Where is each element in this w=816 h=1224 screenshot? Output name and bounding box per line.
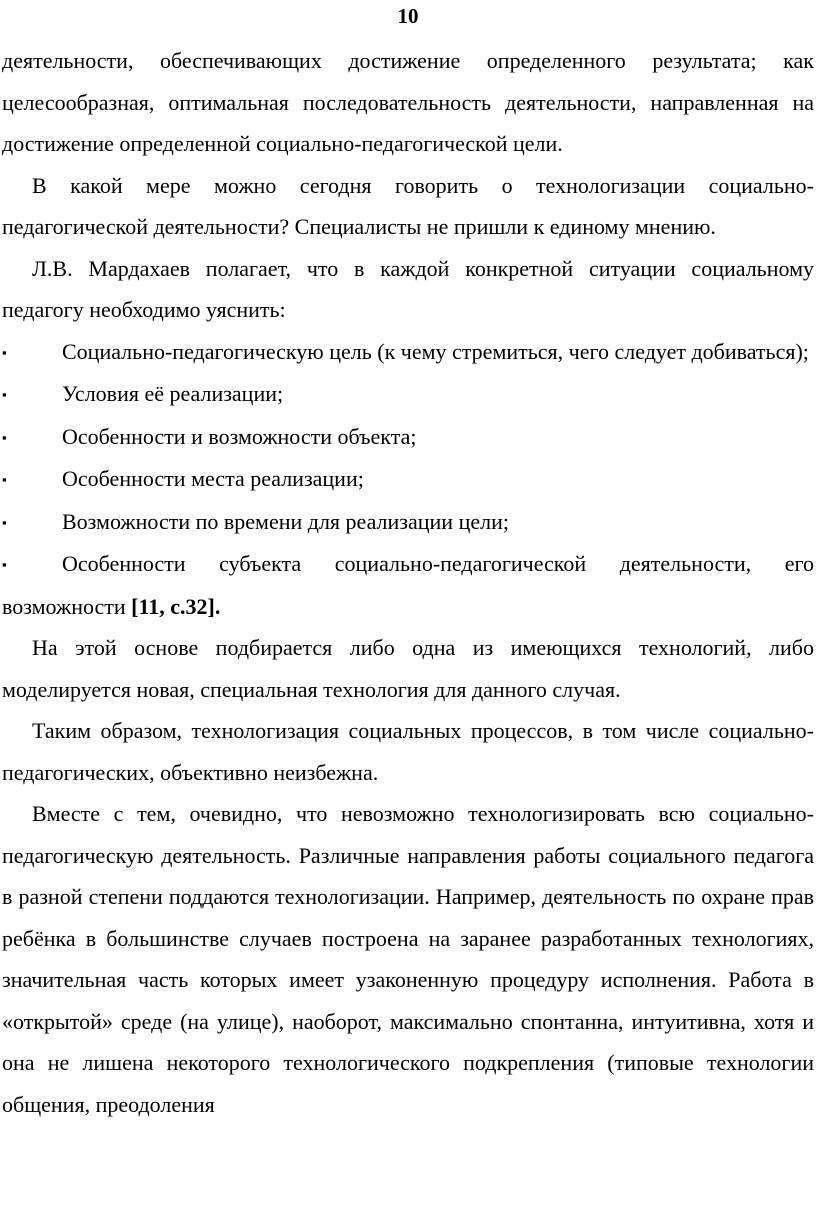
bullet-item-goal [2,331,814,374]
bullet-square-icon: ▪ [2,429,7,445]
paragraph-conclusion: Таким образом, технологизация социальных процессов, в том числе социально-педагогических, объективно неизбежна. [2,718,814,785]
bullet-square-icon: ▪ [2,557,7,572]
bullet-item-subject [2,543,814,627]
bullet-text: Особенности места реализации; [62,466,364,491]
bullet-square-icon: ▪ [2,387,7,402]
paragraph-limits: Вместе с тем, очевидно, что невозможно технологизировать всю социально-педагогическую деятельность. Различные направления работы социального педагога в разной степени поддаются технологизации. Например, деятельность по охране прав ребёнка в большинстве случаев построена на заранее разработанных технологиях, значительная часть которых имеет узаконенную процедуру исполнения. Работа в «открытой» среде (на улице), наоборот, максимально спонтанна, интуитивна, хотя и она не лишена некоторого технологического подкрепления (типовые технологии общения, преодоления [2,801,814,1117]
citation-reference: [11, с.32]. [131,593,221,619]
bullet-square-icon: ▪ [2,344,7,360]
bullet-text: Условия её реализации; [62,381,284,406]
bullet-text: Возможности по времени для реализации цели; [62,508,509,534]
bullet-text: Особенности субъекта социально-педагогической деятельности, его возможности [2,551,814,619]
paragraph-selection: На этой основе подбирается либо одна из имеющихся технологий, либо моделируется новая, специальная технология для данного случая. [2,635,814,702]
bullet-square-icon: ▪ [2,514,7,530]
page-number: 10 [397,4,419,28]
bullet-item-place [2,458,814,501]
bullet-item-object [2,416,814,459]
bullet-square-icon: ▪ [2,472,7,487]
paragraph-mardakhaev: Л.В. Мардахаев полагает, что в каждой конкретной ситуации социальному педагогу необходимо уяснить: [2,255,814,322]
paragraph-question: В какой мере можно сегодня говорить о технологизации социально-педагогической деятельности? Специалисты не пришли к единому мнению. [2,172,814,239]
bullet-text: Социально-педагогическую цель (к чему стремиться, чего следует добиваться); [62,338,809,364]
page-body [2,40,814,1125]
bullet-text: Особенности и возможности объекта; [62,423,417,449]
bullet-item-conditions [2,373,814,416]
paragraph-continuation: деятельности, обеспечивающих достижение определенного результата; как целесообразная, оптимальная последовательность деятельности, направленная на достижение определенной социально-педагогической цели. [2,48,814,156]
bullet-item-time [2,501,814,544]
